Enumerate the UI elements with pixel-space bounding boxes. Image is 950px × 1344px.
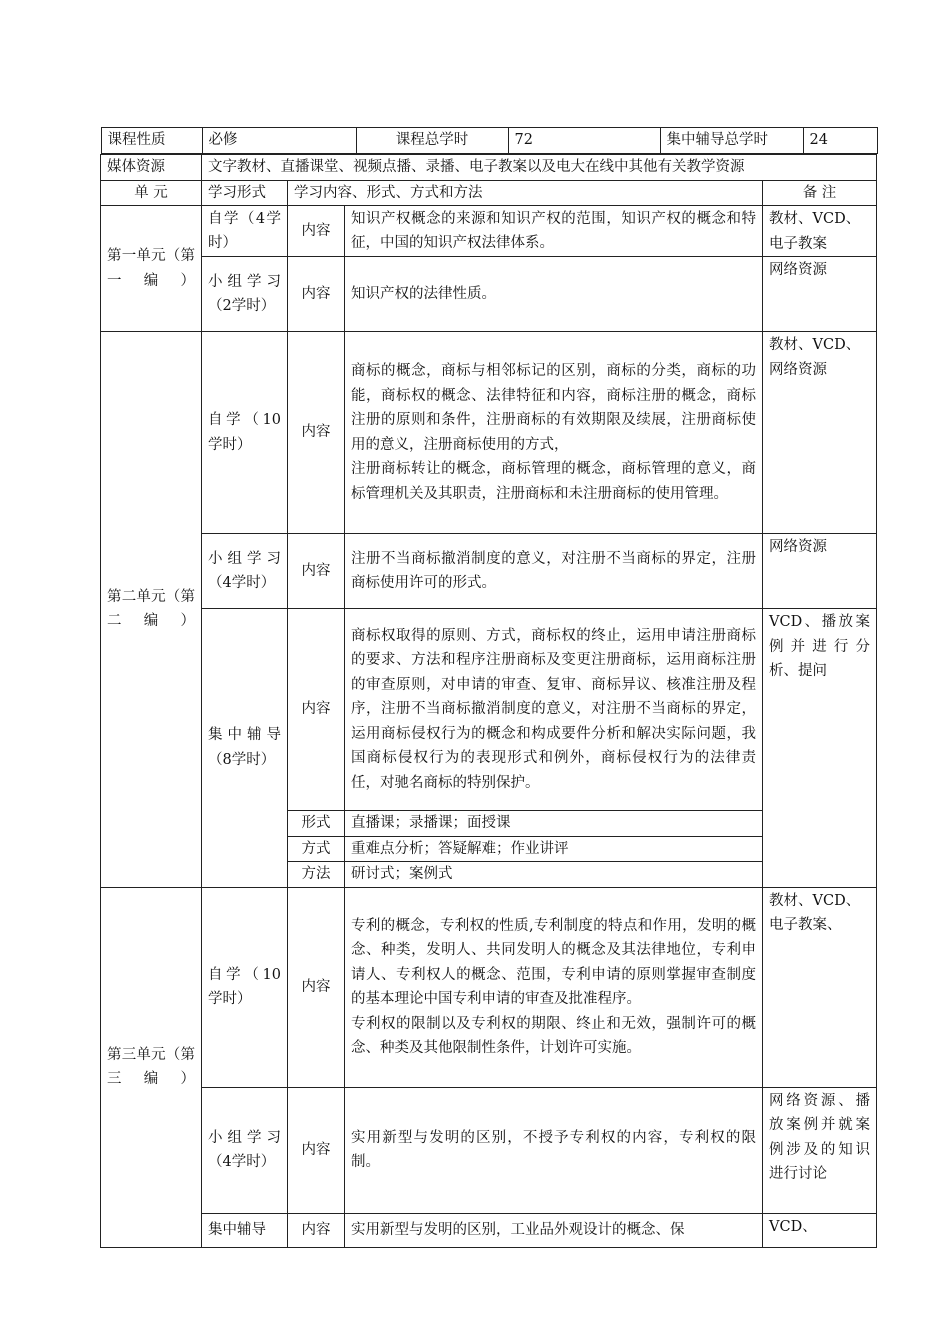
unit-2-extra-3-content: 研讨式；案例式 [345,862,763,888]
course-schedule-table [100,127,877,1248]
unit-1-row-1-content: 知识产权概念的来源和知识产权的范围，知识产权的概念和特征，中国的知识产权法律体系。 [345,206,763,257]
tutoring-hours-label: 集中辅导总学时 [660,128,803,154]
unit-1-row-2-note: 网络资源 [763,257,877,332]
unit-2-row-3-note: VCD、播放案例并进行分析、提问 [763,609,877,888]
unit-3-row-1-content-part-1: 专利的概念，专利权的性质,专利制度的特点和作用，发明的概念、种类，发明人、共同发明人的概念及其法律地位，专利申请人、专利权人的概念、范围，专利申请的原则掌握审查制度的基本理论中国专利申请的审查及批准程序。 [351,917,756,1007]
unit-2-row-1-content-part-2: 注册商标转让的概念，商标管理的概念，商标管理的意义，商标管理机关及其职责，注册商标和未注册商标的使用管理。 [351,461,756,502]
unit-2-row-3-content: 商标权取得的原则、方式，商标权的终止，运用申请注册商标的要求、方法和程序注册商标及变更注册商标，运用商标注册的审查原则，对申请的审查、复审、商标异议、核准注册及程序，注册不当商标撤消制度的意义，对注册不当商标的界定，运用商标侵权行为的概念和构成要件分析和解决实际问题，我国商标侵权行为的表现形式和例外，商标侵权行为的法律责任，对驰名商标的特别保护。 [345,609,763,811]
unit-1-name: 第一单元（第一编） [101,206,202,332]
unit-1-row-1-note: 教材、VCD、电子教案 [763,206,877,257]
unit-3-row-1-type: 内容 [288,887,345,1087]
col-unit: 单 元 [101,180,202,206]
unit-2-row-3-type: 内容 [288,609,345,811]
unit-2-row-2-type: 内容 [288,534,345,609]
unit-1-row-1-form: 自学（4学时） [202,206,288,257]
unit-1-row-2-type: 内容 [288,257,345,332]
unit-3-row-1-form: 自学（10学时） [202,887,288,1087]
unit-2-extra-2-content: 重难点分析；答疑解难；作业讲评 [345,836,763,862]
unit-2-row-1-note: 教材、VCD、网络资源 [763,332,877,534]
col-form: 学习形式 [202,180,288,206]
unit-3-row-3-content: 实用新型与发明的区别，工业品外观设计的概念、保 [345,1213,763,1247]
col-content: 学习内容、形式、方式和方法 [288,180,763,206]
unit-1-row-2-content: 知识产权的法律性质。 [345,257,763,332]
unit-2-name: 第二单元（第二编） [101,332,202,888]
unit-1-row-2-form: 小组学习（2学时） [202,257,288,332]
tutoring-hours-value: 24 [803,128,877,154]
unit-2-row-1-content-part-1: 商标的概念，商标与相邻标记的区别，商标的分类，商标的功能，商标权的概念、法律特征和内容，商标注册的概念，商标注册的原则和条件，注册商标的有效期限及续展，注册商标使用的意义，注册商标使用的方式， [351,363,756,453]
unit-2-row-2-form: 小组学习（4学时） [202,534,288,609]
total-hours-value: 72 [508,128,660,154]
unit-3-row-2-form: 小组学习（4学时） [202,1087,288,1213]
unit-3-row-1-content-part-2: 专利权的限制以及专利权的期限、终止和无效，强制许可的概念、种类及其他限制性条件，计划许可实施。 [351,1015,756,1056]
unit-2-extra-2-type: 方式 [288,836,345,862]
unit-2-row-1-form: 自学（10学时） [202,332,288,534]
unit-2-row-1-content [345,332,763,534]
unit-3-row-3-type: 内容 [288,1213,345,1247]
unit-2-extra-3-type: 方法 [288,862,345,888]
unit-2-extra-1-type: 形式 [288,811,345,837]
unit-3-row-3-note: VCD、 [763,1213,877,1247]
unit-3-row-2-note: 网络资源、播放案例并就案例涉及的知识进行讨论 [763,1087,877,1213]
unit-3-row-2-type: 内容 [288,1087,345,1213]
unit-2-row-1-type: 内容 [288,332,345,534]
total-hours-label: 课程总学时 [356,128,508,154]
nature-label: 课程性质 [101,128,202,154]
unit-2-row-3-form: 集中辅导（8学时） [202,609,288,888]
unit-3-row-3-form: 集中辅导 [202,1213,288,1247]
unit-3-row-2-content: 实用新型与发明的区别，不授予专利权的内容，专利权的限制。 [345,1087,763,1213]
unit-3-name: 第三单元（第三编） [101,887,202,1247]
unit-3-row-1-content [345,887,763,1087]
col-note: 备 注 [763,180,877,206]
unit-2-row-2-content: 注册不当商标撤消制度的意义，对注册不当商标的界定，注册商标使用许可的形式。 [345,534,763,609]
media-value: 文字教材、直播课堂、视频点播、录播、电子教案以及电大在线中其他有关教学资源 [202,155,877,181]
unit-2-row-2-note: 网络资源 [763,534,877,609]
unit-2-extra-1-content: 直播课；录播课；面授课 [345,811,763,837]
unit-3-row-1-note: 教材、VCD、电子教案、 [763,887,877,1087]
header-row [101,127,878,154]
nature-value: 必修 [202,128,356,154]
unit-1-row-1-type: 内容 [288,206,345,257]
media-label: 媒体资源 [101,155,202,181]
